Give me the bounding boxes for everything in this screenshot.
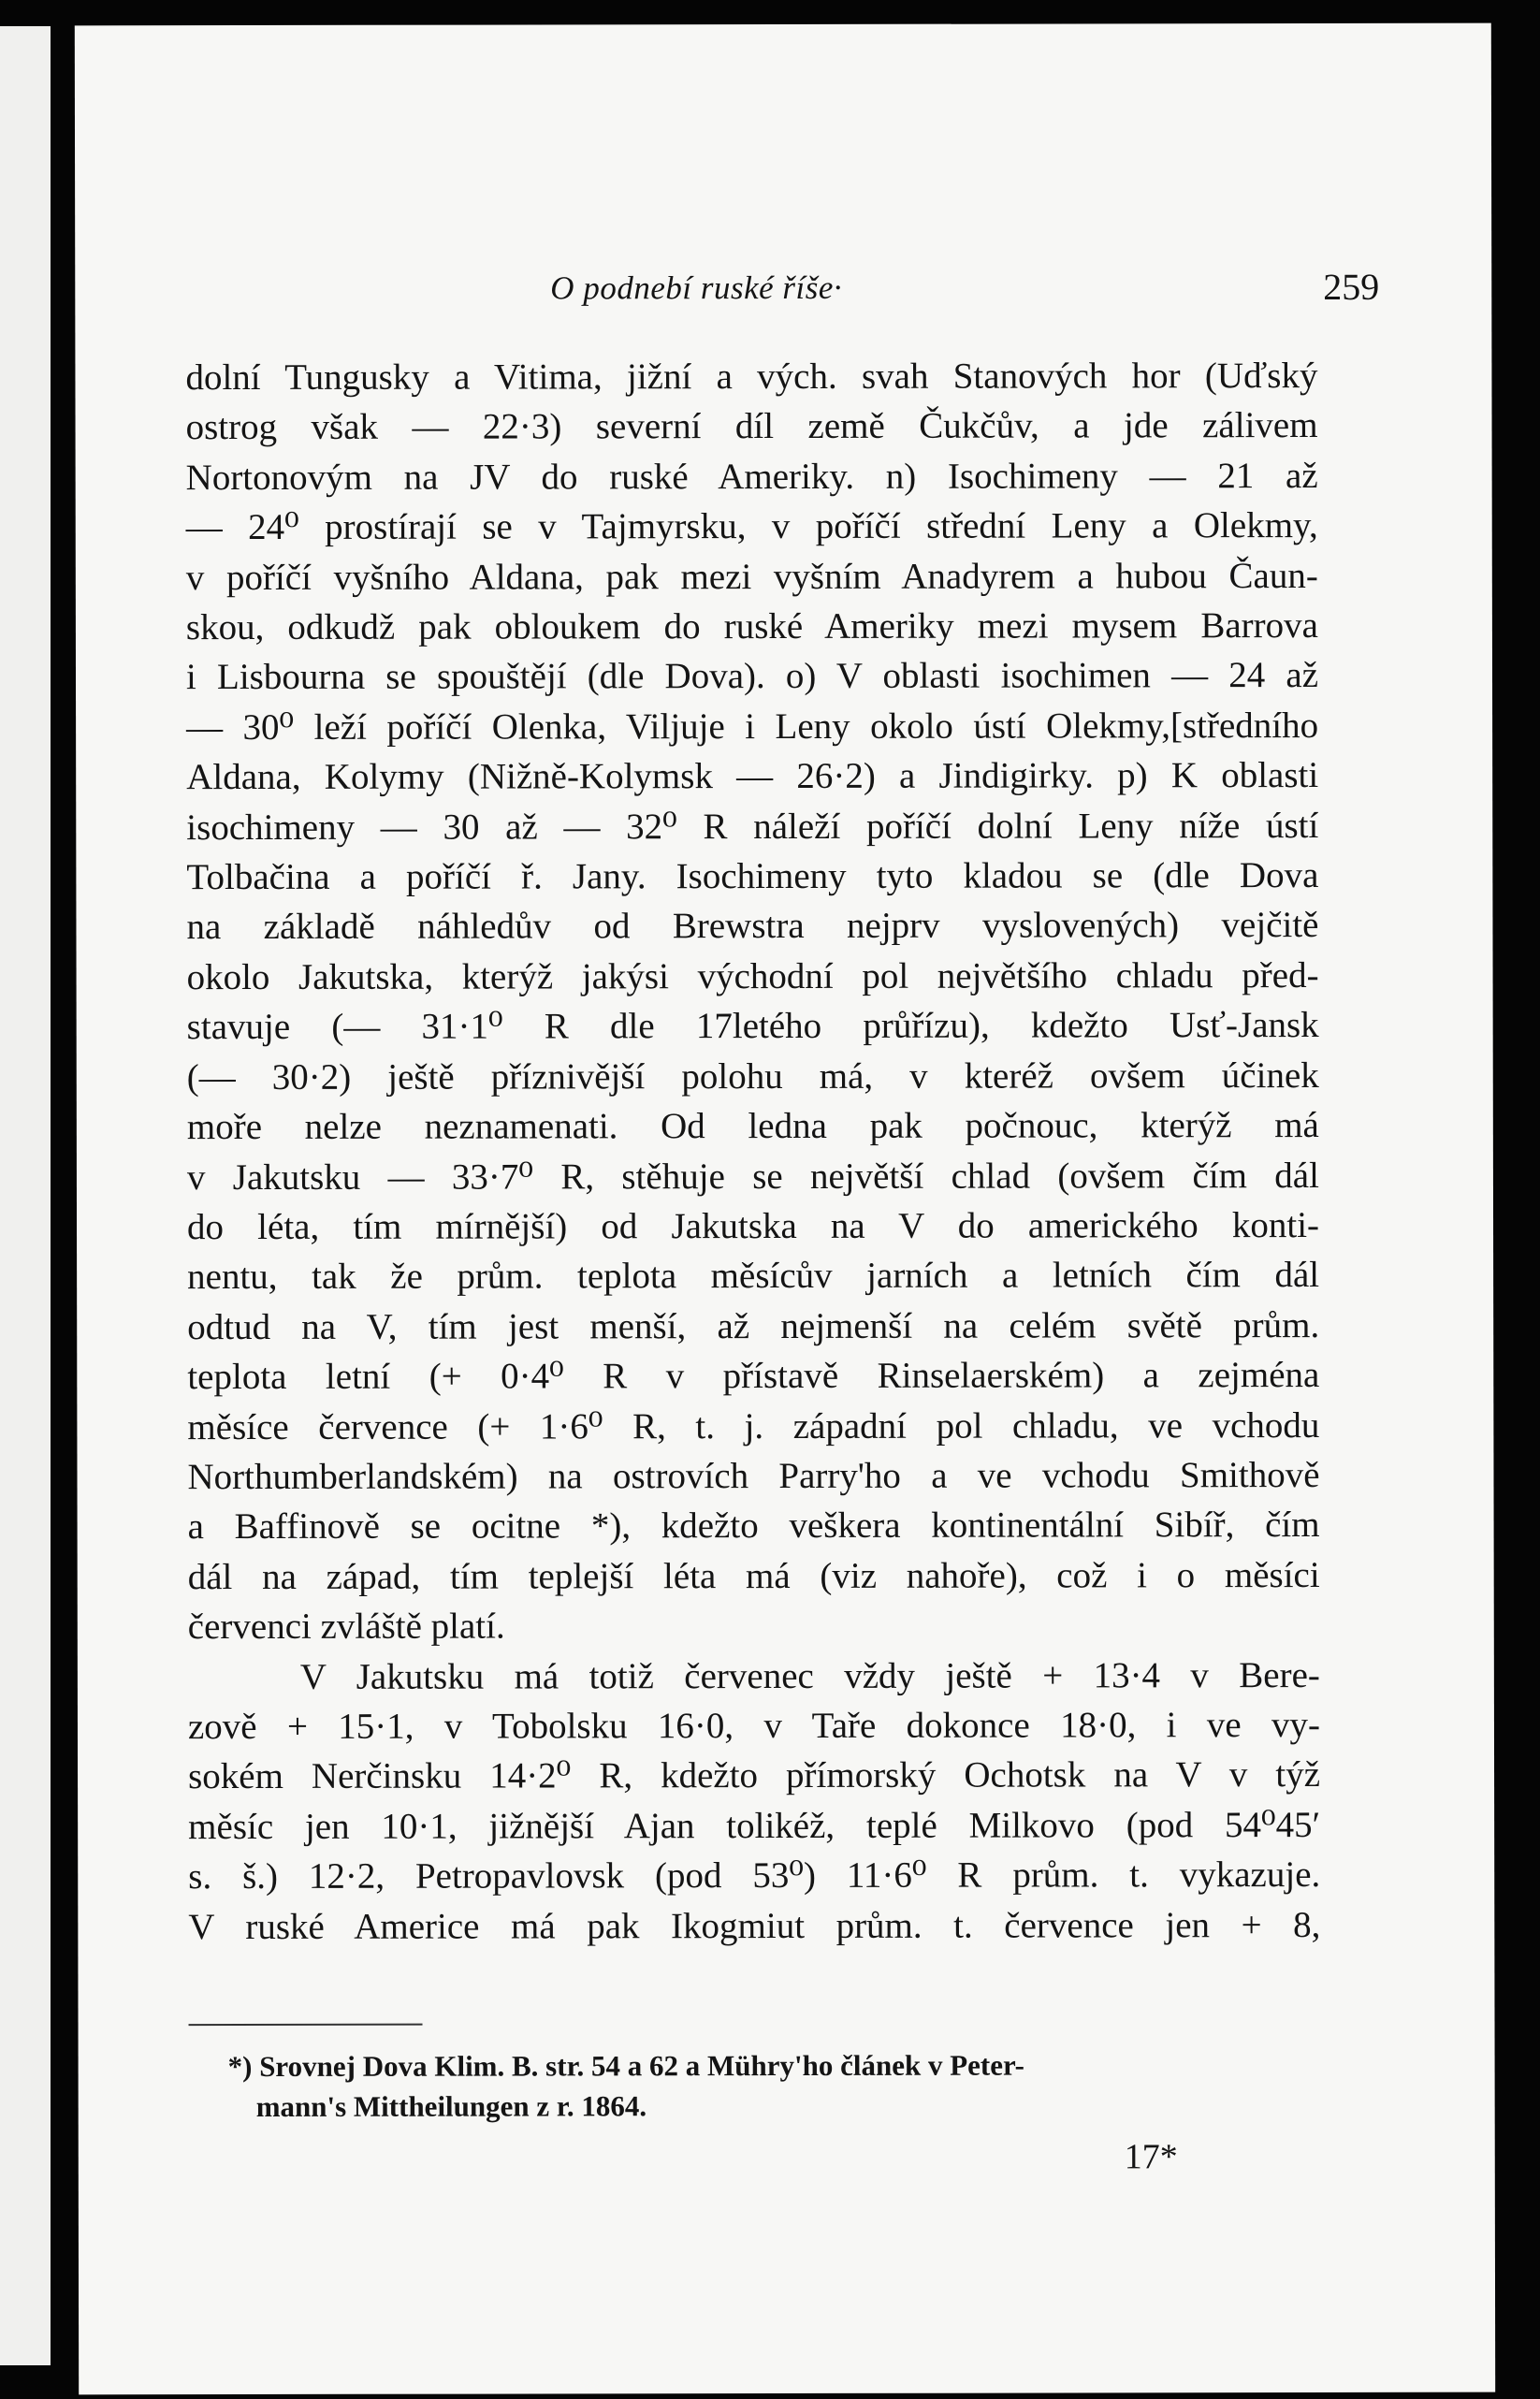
- page-header: [75, 265, 1491, 324]
- text-line: dál na západ, tím teplejší léta má (viz nahoře), což i o měsíci: [187, 1554, 1320, 1597]
- text-line: V ruské Americe má pak Ikogmiut prům. t. července jen + 8,: [188, 1904, 1321, 1947]
- text-line: do léta, tím mírnější) od Jakutska na V do amerického konti-: [186, 1204, 1320, 1248]
- signature-mark: 17*: [1124, 2137, 1178, 2177]
- text-line: na základě náhledův od Brewstra nejprv vyslovených) vejčitě: [186, 905, 1319, 948]
- book-page: [75, 23, 1495, 2395]
- text-line: odtud na V, tím jest menší, až nejmenší na celém světě prům.: [187, 1304, 1320, 1347]
- text-line: okolo Jakutska, kterýž jakýsi východní pol největšího chladu před-: [186, 954, 1319, 997]
- text-line: stavuje (— 31·1⁰ R dle 17letého průřízu), kdežto Usť-Jansk: [186, 1005, 1319, 1048]
- text-line: Tolbačina a poříčí ř. Jany. Isochimeny tyto kladou se (dle Dova: [186, 855, 1319, 898]
- running-title: O podnebí ruské říše·: [550, 269, 843, 307]
- text-line: nentu, tak že prům. teplota měsícův jarních a letních čím dál: [187, 1255, 1320, 1298]
- text-line: Northumberlandském) na ostrovích Parry'ho a ve vchodu Smithově: [187, 1454, 1320, 1498]
- text-line: (— 30·2) ještě příznivější polohu má, v kteréž ovšem účinek: [186, 1054, 1319, 1098]
- footnote-line: *) Srovnej Dova Klim. B. str. 54 a 62 a Mühry'ho článek v Peter-: [227, 2048, 1024, 2084]
- text-line: Aldana, Kolymy (Nižně-Kolymsk — 26·2) a Jindigirky. p) K oblasti: [186, 755, 1319, 798]
- text-line: i Lisbourna se spouštějí (dle Dova). o) V oblasti isochimen — 24 až: [185, 655, 1319, 698]
- text-line: — 24⁰ prostírají se v Tajmyrsku, v poříčí střední Leny a Olekmy,: [185, 505, 1318, 548]
- text-line: teplota letní (+ 0·4⁰ R v přístavě Rinselaerském) a zejména: [187, 1355, 1320, 1398]
- text-line: a Baffinově se ocitne *), kdežto veškera kontinentální Sibíř, čím: [187, 1505, 1320, 1548]
- text-line: měsíc jen 10·1, jižnější Ajan tolikéž, teplé Milkovo (pod 54⁰45′: [188, 1804, 1321, 1847]
- footnote-line: mann's Mittheilungen z r. 1864.: [255, 2089, 647, 2123]
- body-text: [185, 351, 1320, 1952]
- footnote: [228, 2044, 1314, 2127]
- text-line: sokém Nerčinsku 14·2⁰ R, kdežto přímorský Ochotsk na V v týž: [188, 1754, 1321, 1797]
- text-line: červenci zvláště platí.: [187, 1606, 505, 1648]
- text-line: Nortonovým na JV do ruské Ameriky. n) Isochimeny — 21 až: [185, 455, 1318, 498]
- text-line: — 30⁰ leží poříčí Olenka, Viljuje i Leny okolo ústí Olekmy,[středního: [186, 705, 1319, 748]
- text-line: v poříčí vyšního Aldana, pak mezi vyšním Anadyrem a hubou Čaun-: [185, 555, 1318, 598]
- text-line: zově + 15·1, v Tobolsku 16·0, v Taře dokonce 18·0, i ve vy-: [187, 1704, 1321, 1748]
- text-line: dolní Tungusky a Vitima, jižní a vých. svah Stanových hor (Uďský: [185, 356, 1318, 399]
- text-line: moře nelze neznamenati. Od ledna pak počnouc, kterýž má: [186, 1105, 1319, 1148]
- text-line: V Jakutsku má totiž červenec vždy ještě + 13·4 v Bere-: [299, 1654, 1320, 1697]
- text-line: měsíce července (+ 1·6⁰ R, t. j. západní pol chladu, ve vchodu: [187, 1404, 1320, 1447]
- adjacent-page-edge: [0, 26, 51, 2365]
- footnote-rule: [189, 2024, 423, 2026]
- text-line: isochimeny — 30 až — 32⁰ R náleží poříčí dolní Leny níže ústí: [186, 805, 1319, 848]
- text-line: ostrog však — 22·3) severní díl země Čukčův, a jde zálivem: [185, 405, 1318, 448]
- text-line: v Jakutsku — 33·7⁰ R, stěhuje se největší chlad (ovšem čím dál: [186, 1155, 1319, 1198]
- text-line: s. š.) 12·2, Petropavlovsk (pod 53⁰) 11·6⁰ R prům. t. vykazuje.: [188, 1854, 1321, 1897]
- text-line: skou, odkudž pak obloukem do ruské Ameriky mezi mysem Barrova: [185, 605, 1318, 648]
- page-number: 259: [1323, 265, 1380, 308]
